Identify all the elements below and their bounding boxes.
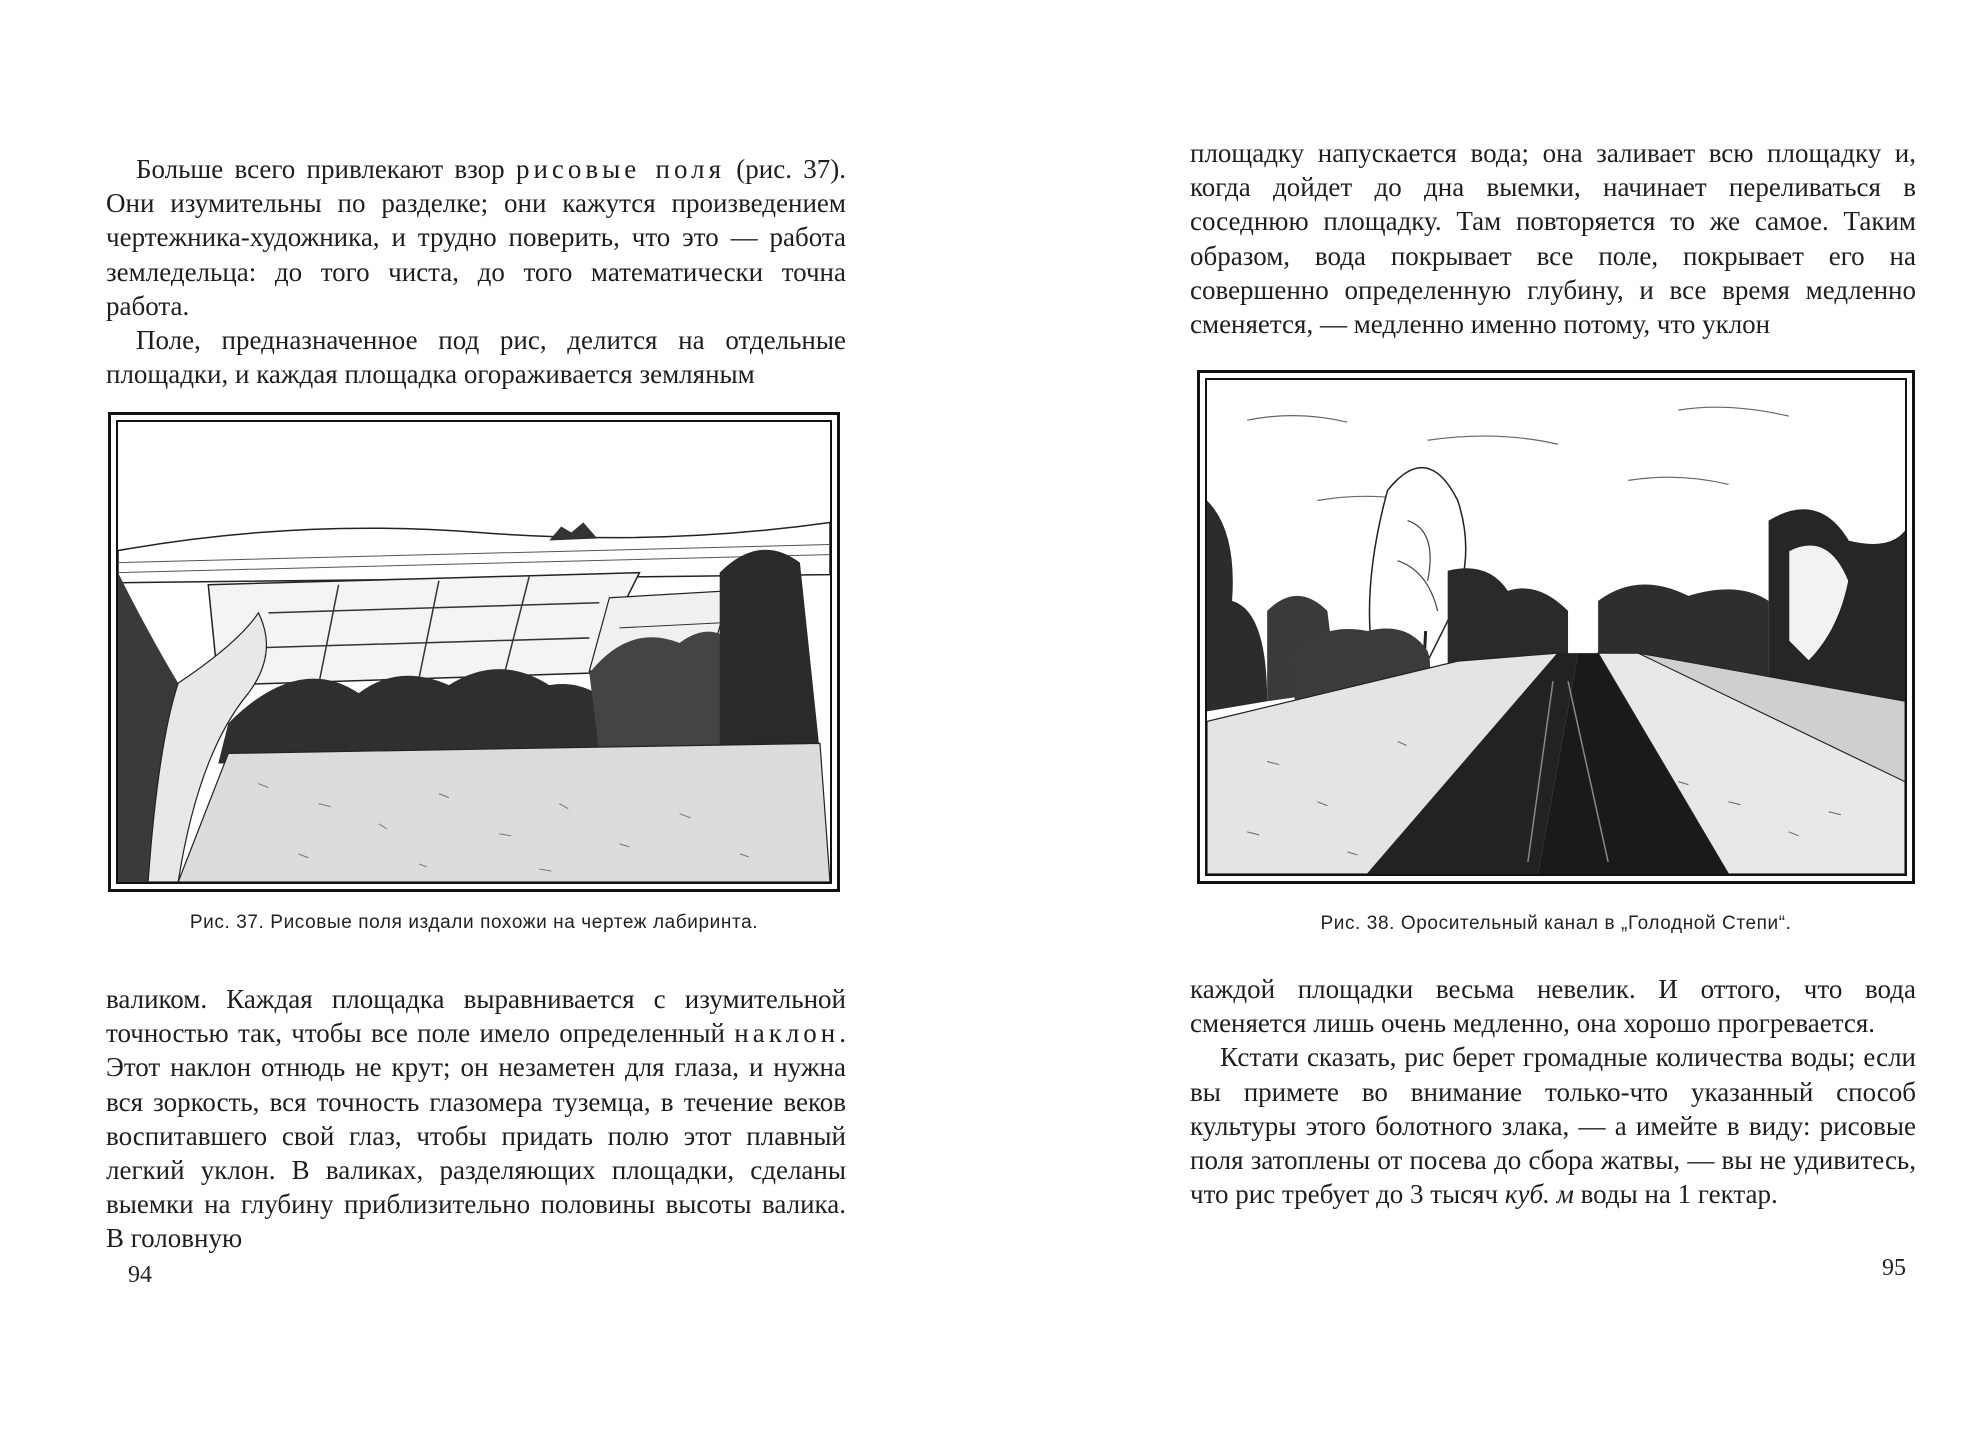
paragraph: Больше всего привлекают взор рисовые поля (рис. 37). Они изумительны по разделке; они кажутся произведением чертежника-художника, и трудно поверить, что это — работа земледельца: до того чиста, до того математически точна работа. [106,154,846,321]
figure-38 [1197,370,1915,884]
figure-37-caption: Рис. 37. Рисовые поля издали похожи на чертеж лабиринта. [189,912,759,933]
emphasis-spaced: рисовые поля [515,154,726,184]
right-bottom-text [1190,972,1916,1211]
left-page [0,0,990,1431]
paragraph: Кстати сказать, рис берет громадные количества воды; если вы примете во внимание только-что указанный способ культуры этого болотного злака, — а имейте в виду: рисовые поля затоплены от посева до сбора жатвы, — вы не удивитесь, что рис требует до 3 тысяч куб. м воды на 1 гектар. [1190,1042,1916,1210]
left-bottom-text [106,982,846,1256]
emphasis-italic: куб. м [1504,1179,1574,1210]
emphasis-spaced: наклон [734,1018,840,1049]
paragraph: Поле, предназначенное под рис, делится на отдельные площадки, и каждая площадка огораживается земляным [106,325,846,390]
paragraph: каждой площадки весьма невелик. И оттого, что вода сменяется лишь очень медленно, она хорошо прогревается. [1190,974,1916,1039]
right-top-text [1190,136,1916,341]
rice-fields-engraving-icon [116,420,832,884]
irrigation-canal-engraving-icon [1205,378,1907,876]
right-page [1000,0,1983,1431]
figure-37 [108,412,840,892]
figure-38-caption: Рис. 38. Оросительный канал в „Голодной Степи“. [1320,913,1792,934]
paragraph: площадку напускается вода; она заливает всю площадку и, когда дойдет до дна выемки, начинает переливаться в соседнюю площадку. Там повторяется то же самое. Таким образом, вода покрывает все поле, покрывает его на совершенно определенную глубину, и все время медленно сменяется, — медленно именно потому, что уклон [1190,138,1916,340]
page-number: 94 [128,1262,152,1288]
left-top-text [106,152,846,391]
paragraph: валиком. Каждая площадка выравнивается с изумительной точностью так, чтобы все поле имело определенный наклон. Этот наклон отнюдь не крут; он незаметен для глаза, и нужна вся зоркость, вся точность глазомера туземца, в течение веков воспитавшего свой глаз, чтобы придать полю этот плавный легкий уклон. В валиках, разделяющих площадки, сделаны выемки на глубину приблизительно половины высоты валика. В головную [106,984,846,1254]
page-number: 95 [1882,1255,1906,1281]
